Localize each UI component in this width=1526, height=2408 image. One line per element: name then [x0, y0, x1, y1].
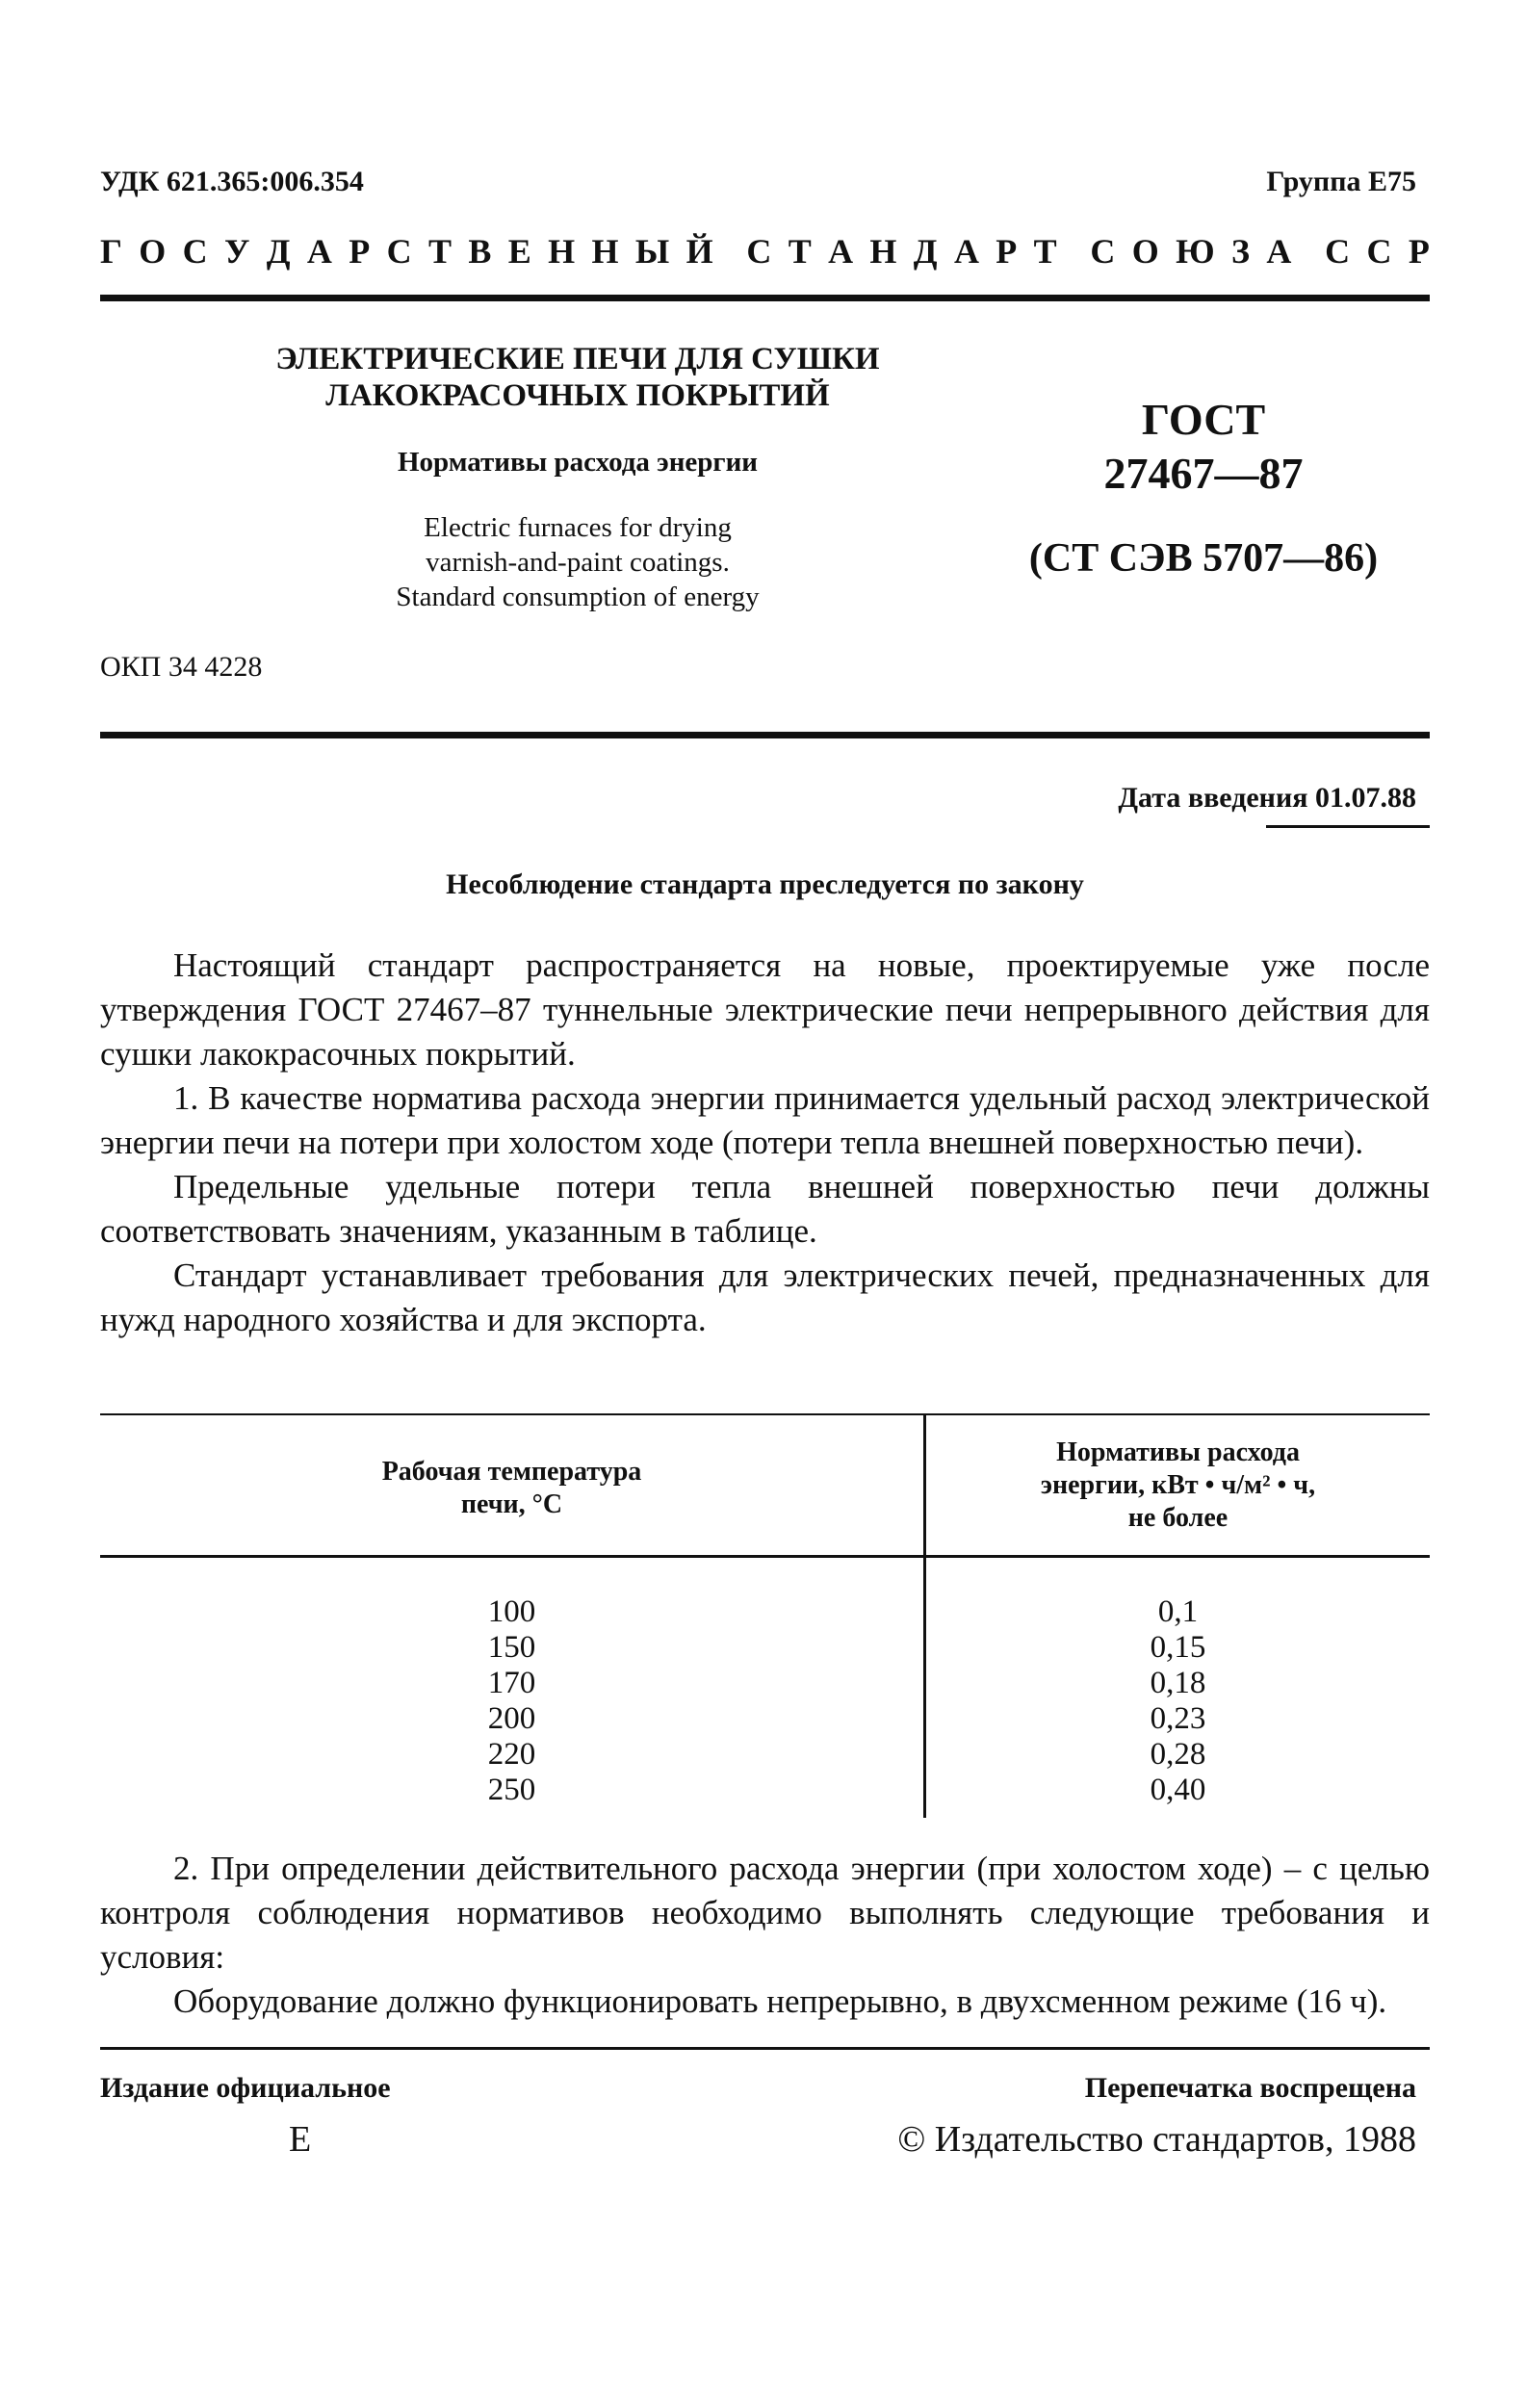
english-title: Electric furnaces for drying varnish-and-paint coatings. Standard consumption of energy: [396, 512, 760, 612]
udk-code: УДК 621.365:006.354: [100, 166, 364, 197]
table-cell-norm: 0,23: [1150, 1701, 1206, 1736]
body-text-top: [100, 944, 1430, 1342]
group-code: Группа Е75: [1266, 166, 1416, 197]
document-subtitle: Нормативы расхода энергии: [398, 447, 758, 478]
title-thick-rule: [100, 732, 1430, 738]
paragraph-limits: Предельные удельные потери тепла внешней поверхностью печи должны соответствовать значениям, указанным в таблице.: [100, 1168, 1430, 1250]
okp-code: ОКП 34 4228: [100, 651, 263, 683]
body-text-bottom: [100, 1847, 1430, 2024]
norms-column: [926, 1594, 1430, 1808]
table-top-rule: [100, 1413, 1430, 1415]
paragraph-scope: Настоящий стандарт распространяется на новые, проектируемые уже после утверждения ГОСТ 27467–87 туннельные электрические печи непрерывного действия для сушки лакокрасочных покрытий.: [100, 946, 1430, 1073]
table-cell-norm: 0,18: [1150, 1666, 1206, 1700]
legal-notice: Несоблюдение стандарта преследуется по закону: [446, 868, 1084, 900]
official-edition: Издание официальное: [100, 2072, 391, 2104]
table-cell-temp: 150: [487, 1630, 536, 1665]
table-cell-norm: 0,28: [1150, 1737, 1206, 1772]
temperature-column: [100, 1594, 923, 1808]
table-cell-temp: 200: [487, 1701, 536, 1736]
table-header-temperature: Рабочая температура печи, °С: [381, 1457, 642, 1519]
footer-rule: [100, 2047, 1430, 2050]
table-header-rule: [100, 1555, 1430, 1558]
reprint-prohibited: Перепечатка воспрещена: [1084, 2072, 1416, 2104]
introduction-date: Дата введения 01.07.88: [1118, 782, 1416, 814]
table-cell-temp: 100: [487, 1594, 536, 1629]
norms-table: [100, 1413, 1430, 1818]
table-cell-norm: 0,1: [1157, 1594, 1199, 1629]
date-underline: [1266, 825, 1430, 828]
paragraph-item-2: 2. При определении действительного расхода энергии (при холостом ходе) – с целью контроля соблюдения нормативов необходимо выполнять следующие требования и условия:: [100, 1850, 1430, 1976]
st-sev-designation: (СТ СЭВ 5707—86): [1028, 536, 1379, 581]
edition-letter: Е: [289, 2119, 312, 2160]
document-title: ЭЛЕКТРИЧЕСКИЕ ПЕЧИ ДЛЯ СУШКИ ЛАКОКРАСОЧНЫХ ПОКРЫТИЙ: [275, 342, 880, 413]
table-cell-temp: 220: [487, 1737, 536, 1772]
paragraph-requirements: Стандарт устанавливает требования для электрических печей, предназначенных для нужд народного хозяйства и для экспорта.: [100, 1256, 1430, 1338]
table-cell-temp: 250: [487, 1773, 536, 1807]
table-cell-norm: 0,40: [1150, 1773, 1206, 1807]
copyright-notice: © Издательство стандартов, 1988: [897, 2119, 1416, 2160]
table-cell-norm: 0,15: [1150, 1630, 1206, 1665]
paragraph-operation: Оборудование должно функционировать непрерывно, в двухсменном режиме (16 ч).: [173, 1982, 1387, 2020]
paragraph-item-1: 1. В качестве норматива расхода энергии принимается удельный расход электрической энергии печи на потери при холостом ходе (потери тепла внешней поверхностью печи).: [100, 1079, 1430, 1161]
gost-designation: ГОСТ 27467—87: [1103, 395, 1304, 498]
table-cell-temp: 170: [487, 1666, 536, 1700]
header-thick-rule: [100, 295, 1430, 301]
table-header-norms: Нормативы расхода энергии, кВт • ч/м² • ч, не более: [1040, 1437, 1316, 1533]
state-standard-heading: Г О С У Д А Р С Т В Е Н Н Ы Й С Т А Н Д А Р Т С О Ю З А С С Р: [100, 232, 1430, 271]
